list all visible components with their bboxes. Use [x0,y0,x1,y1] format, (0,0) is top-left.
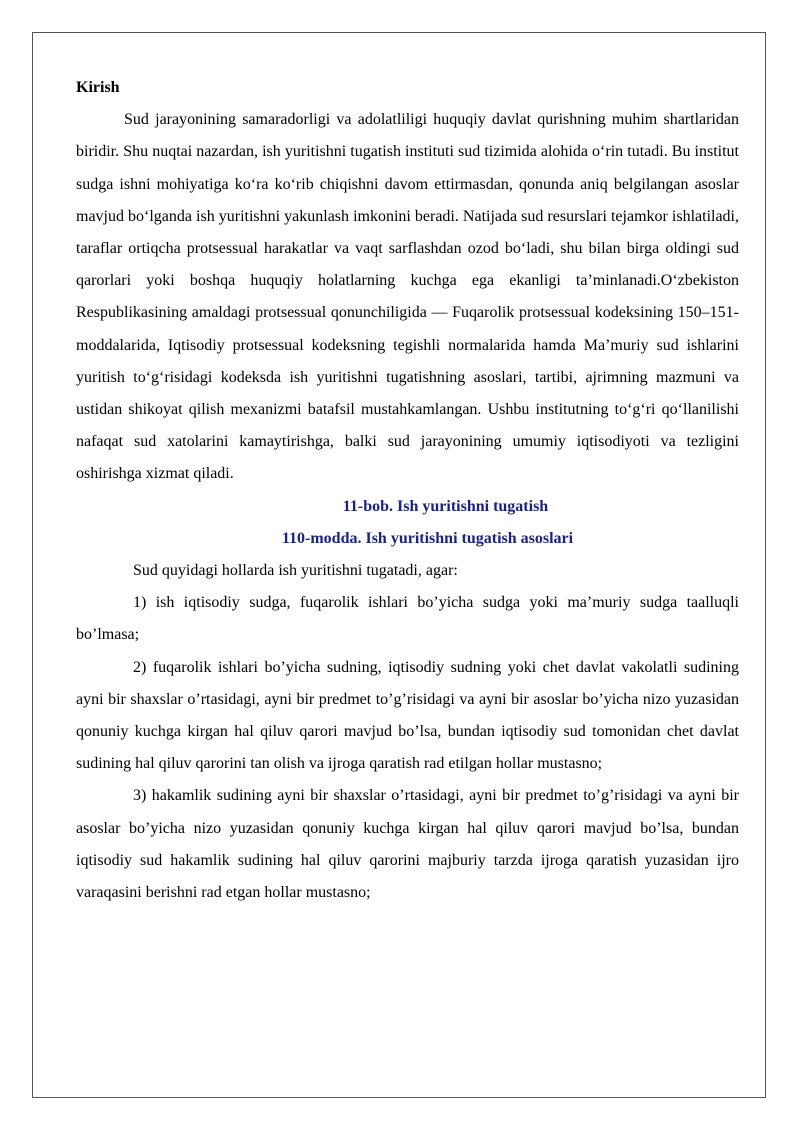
document-body [76,72,739,909]
section-heading: Kirish [76,79,120,96]
chapter-title: 11-bob. Ish yuritishni tugatish [342,497,549,515]
list-item: 1) ish iqtisodiy sudga, fuqarolik ishlari bo’yicha sudga yoki ma’muriy sudga taalluqli bo’lmasa; [76,594,739,644]
list-item: 3) hakamlik sudining ayni bir shaxslar o’rtasidagi, ayni bir predmet to’g’risidagi va ayni bir asoslar bo’yicha nizo yuzasidan qonuniy kuchga kirgan hal qiluv qarori mavjud bo’lsa, bundan iqtisodiy sud hakamlik sudining hal qiluv qarorini majburiy tarzda ijroga qaratish yuzasidan ijro varaqasini berishni rad etgan hollar mustasno; [76,787,739,902]
intro-paragraph: Sud jarayonining samaradorligi va adolatliligi huquqiy davlat qurishning muhim shartlaridan biridir. Shu nuqtai nazardan, ish yuritishni tugatish instituti sud tizimida alohida oʻrin tutadi. Bu institut sudga ishni mohiyatiga koʻra koʻrib chiqishni davom ettirmasdan, qonunda aniq belgilangan asoslar mavjud boʻlganda ish yuritishni yakunlash imkonini beradi. Natijada sud resurslari tejamkor ishlatiladi, taraflar ortiqcha protsessual harakatlar va vaqt sarflashdan ozod boʻladi, shu bilan birga oldingi sud qarorlari yoki boshqa huquqiy holatlarning kuchga ega ekanligi taʼminlanadi.Oʻzbekiston Respublikasining amaldagi protsessual qonunchiligida — Fuqarolik protsessual kodeksining 150–151-moddalarida, Iqtisodiy protsessual kodeksning tegishli normalarida hamda Maʼmuriy sud ishlarini yuritish toʻgʻrisidagi kodeksda ish yuritishni tugatishning asoslari, tartibi, ajrimning mazmuni va ustidan shikoyat qilish mexanizmi batafsil mustahkamlangan. Ushbu institutning toʻgʻri qoʻllanilishi nafaqat sud xatolarini kamaytirishga, balki sud jarayonining umumiy iqtisodiyoti va tezligini oshirishga xizmat qiladi. [76,111,739,483]
lead-paragraph: Sud quyidagi hollarda ish yuritishni tugatadi, agar: [133,562,458,580]
article-title: 110-modda. Ish yuritishni tugatish asoslari [281,529,574,547]
list-item: 2) fuqarolik ishlari bo’yicha sudning, iqtisodiy sudning yoki chet davlat vakolatli sudining ayni bir shaxslar o’rtasidagi, ayni bir predmet to’g’risidagi va ayni bir asoslar bo’yicha nizo yuzasidan qonuniy kuchga kirgan hal qiluv qarori mavjud bo’lsa, bundan iqtisodiy sud tomonidan chet davlat sudining hal qiluv qarorini tan olish va ijroga qaratish rad etilgan hollar mustasno; [76,658,739,773]
